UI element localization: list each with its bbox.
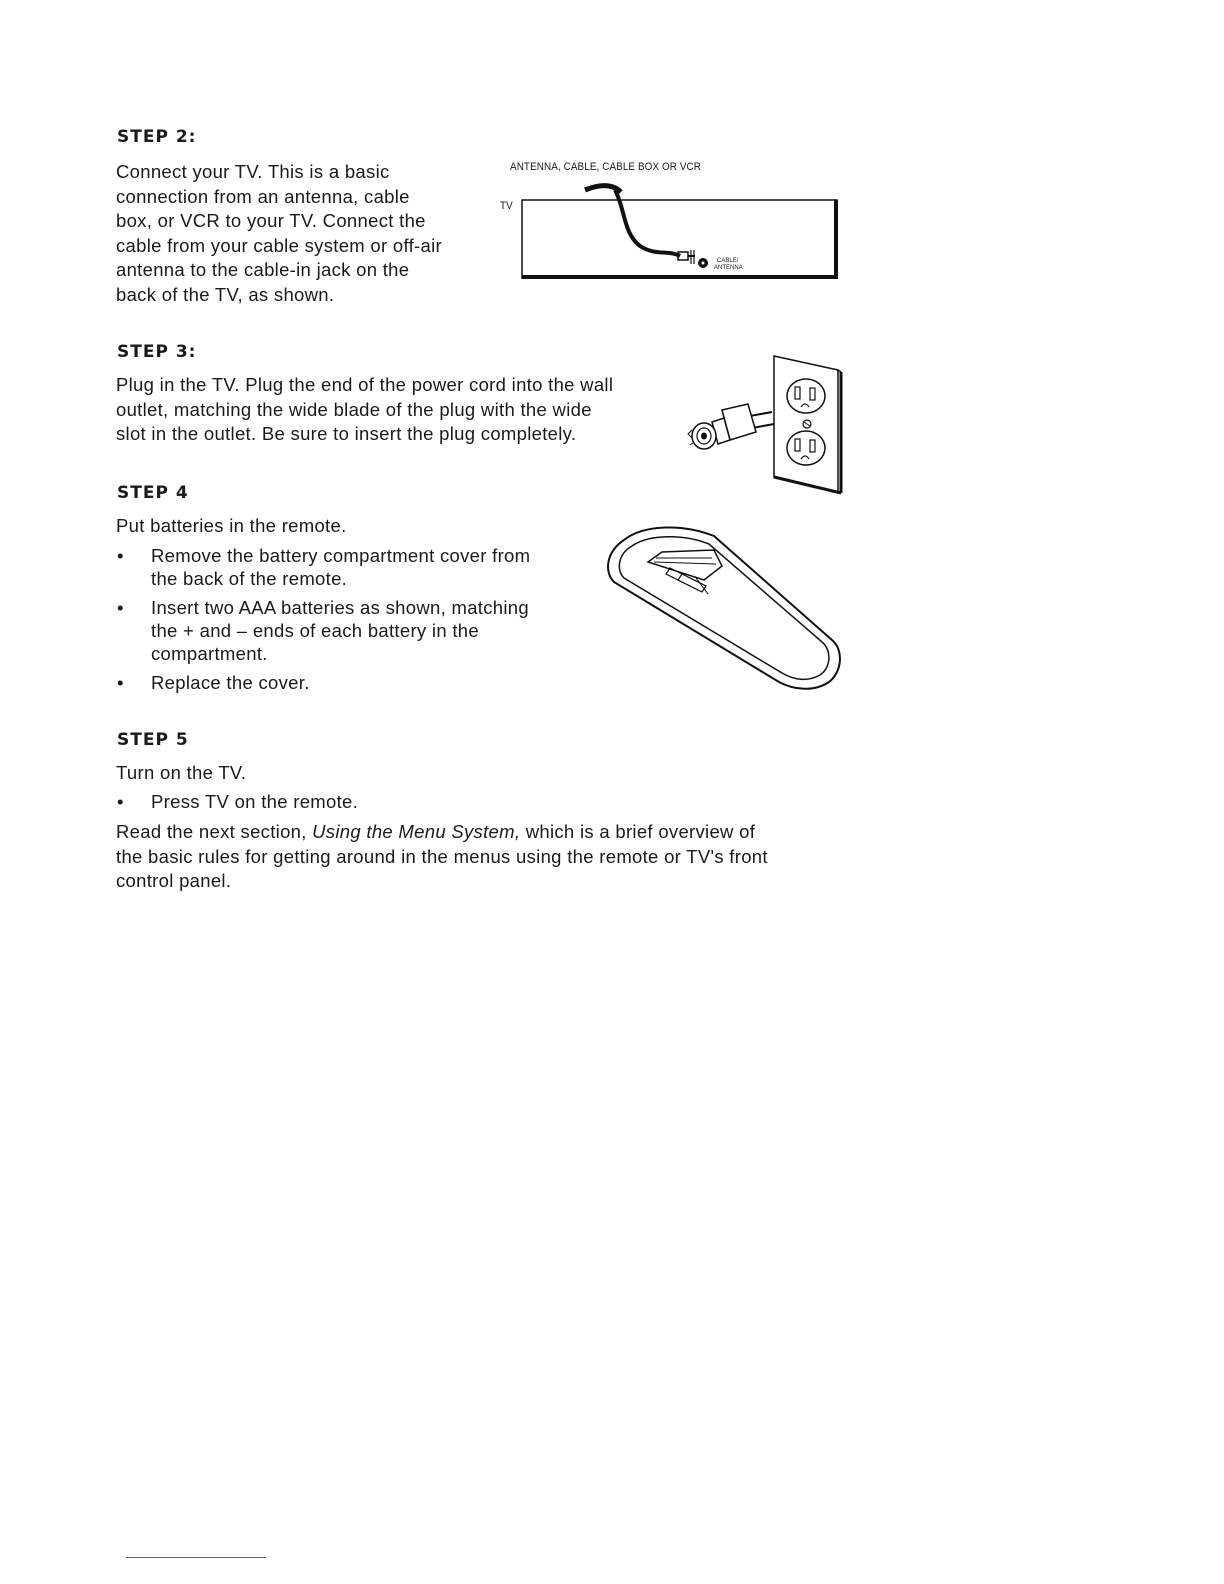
remote-battery-illustration (604, 522, 849, 694)
text-segment: Read the next section, (116, 821, 313, 842)
jack-label-line: ANTENNA (714, 265, 743, 271)
bullet-marker: • (117, 672, 124, 693)
step-5-paragraph (116, 820, 876, 894)
figure-source-label: ANTENNA, CABLE, CABLE BOX OR VCR (510, 161, 702, 173)
list-item (116, 790, 716, 813)
list-item (116, 671, 586, 694)
text-line: connection from an antenna, cable (116, 185, 410, 207)
text-line: Plug in the TV. Plug the end of the power cord into the wall (116, 374, 614, 395)
list-item (116, 596, 586, 665)
step-3-text (116, 373, 613, 447)
step-4-bullet-list (116, 544, 586, 700)
text-line: the basic rules for getting around in the menus using the remote or TV's front (116, 845, 768, 867)
step-4-heading: STEP 4 (117, 483, 189, 503)
text-line: Replace the cover. (151, 672, 310, 693)
text-line: the + and – ends of each battery in the (151, 620, 479, 641)
text-line (116, 820, 876, 845)
step-5-bullet-list (116, 790, 716, 819)
text-line: Insert two AAA batteries as shown, matching (151, 597, 529, 618)
step-2-text (116, 160, 442, 307)
step-2-heading: STEP 2: (117, 127, 197, 147)
jack-label-line: CABLE/ (717, 258, 739, 264)
plug-outlet-illustration (682, 352, 847, 497)
figure-tv-label: TV (500, 200, 513, 212)
jack-label (714, 258, 743, 272)
step-5-heading: STEP 5 (117, 730, 189, 750)
text-line: Remove the battery compartment cover from (151, 545, 531, 566)
text-segment: which is a brief overview of (520, 821, 756, 842)
text-line: compartment. (151, 643, 268, 664)
step-4-intro: Put batteries in the remote. (116, 515, 347, 536)
text-line: cable from your cable system or off-air (116, 234, 442, 256)
text-line: antenna to the cable-in jack on the (116, 259, 410, 280)
bullet-marker: • (117, 545, 124, 566)
text-line: Press TV on the remote. (151, 791, 359, 812)
text-line: outlet, matching the wide blade of the plug with the wide (116, 398, 592, 420)
step-5-intro: Turn on the TV. (116, 762, 247, 783)
footer-rule (126, 1557, 266, 1558)
text-line: Connect your TV. This is a basic (116, 161, 390, 182)
text-line: the back of the remote. (151, 568, 348, 589)
list-item (116, 544, 586, 590)
text-line: box, or VCR to your TV. Connect the (116, 210, 426, 231)
bullet-marker: • (117, 597, 124, 618)
menu-system-reference: Using the Menu System, (312, 821, 521, 842)
bullet-marker: • (117, 791, 124, 812)
step-3-heading: STEP 3: (117, 342, 197, 362)
tv-connection-illustration (515, 178, 845, 286)
text-line: control panel. (116, 870, 232, 891)
text-line: back of the TV, as shown. (116, 283, 335, 305)
text-line: slot in the outlet. Be sure to insert the plug completely. (116, 423, 577, 444)
